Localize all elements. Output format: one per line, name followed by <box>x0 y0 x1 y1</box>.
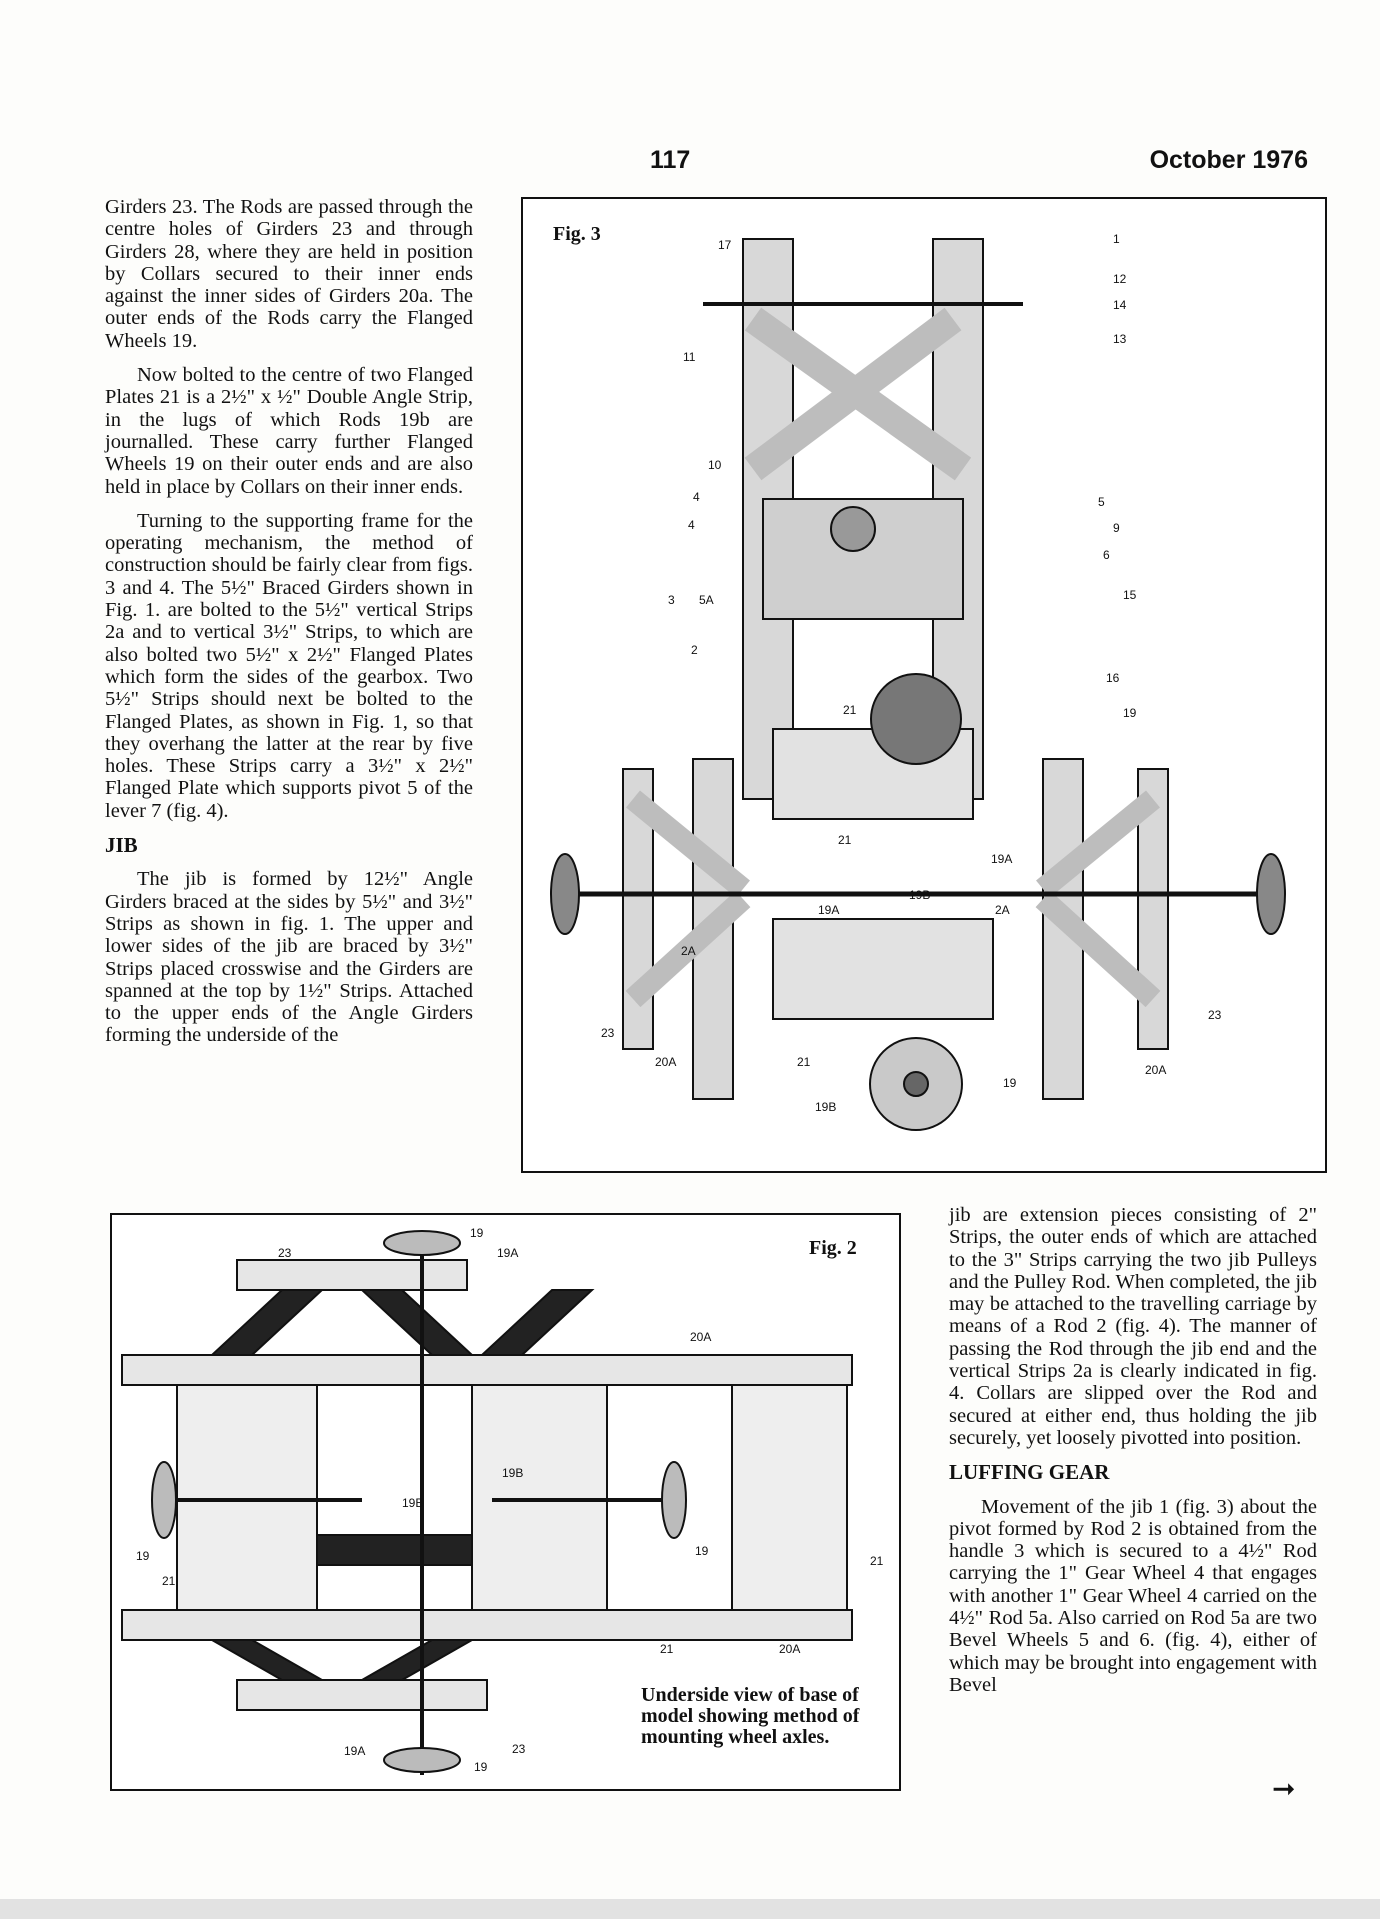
callout-2a: 2A <box>681 944 696 958</box>
callout-21: 21 <box>797 1055 811 1069</box>
figure-3-label: Fig. 3 <box>553 223 601 245</box>
callout-23: 23 <box>601 1026 615 1040</box>
callout-19a: 19A <box>344 1744 366 1758</box>
paragraph: jib are extension pieces consisting of 2" Strips, the outer ends of which are attached to the 3" Strips carrying the two jib Pulleys and the Pulley Rod. When completed, the jib may be attached to the travelling carriage by means of a Rod 2 (fig. 4). The manner of passing the Rod through the jib end and the vertical Strips 2a is clearly indicated in fig. 4. Collars are slipped over the Rod and secured at either end, thus holding the jib securely, yet loosely pivotted into position. <box>949 1204 1317 1449</box>
callout-19: 19 <box>1003 1076 1017 1090</box>
callout-20a: 20A <box>655 1055 677 1069</box>
issue-date: October 1976 <box>1149 146 1308 174</box>
callout-1: 1 <box>1113 232 1120 246</box>
callout-2: 2 <box>691 643 698 657</box>
callout-16: 16 <box>1106 671 1120 685</box>
callout-21: 21 <box>162 1574 176 1588</box>
figure-3-illustration <box>523 199 1325 1171</box>
figure-2-label: Fig. 2 <box>809 1237 857 1259</box>
callout-23: 23 <box>278 1246 292 1260</box>
callout-20a: 20A <box>1145 1063 1167 1077</box>
callout-21: 21 <box>838 833 852 847</box>
figure-2 <box>110 1213 901 1791</box>
paragraph: Movement of the jib 1 (fig. 3) about the pivot formed by Rod 2 is obtained from the handle 3 which is secured to a 4½" Rod carrying the 1" Gear Wheel 4 that engages with another 1" Gear Wheel 4 carried on the 4½" Rod 5a. Also carried on Rod 5a are two Bevel Wheels 5 and 6. (fig. 4), either of which may be brought into engagement with Bevel <box>949 1495 1317 1696</box>
callout-23: 23 <box>1208 1008 1222 1022</box>
callout-17: 17 <box>718 238 732 252</box>
callout-19: 19 <box>136 1549 150 1563</box>
paragraph: Girders 23. The Rods are passed through the centre holes of Girders 23 and through Girders 28, where they are held in position by Collars secured to their inner ends against the inner sides of Girders 20a. The outer ends of the Rods carry the Flanged Wheels 19. <box>105 196 473 352</box>
callout-4: 4 <box>693 490 700 504</box>
paragraph: Now bolted to the centre of two Flanged Plates 21 is a 2½" x ½" Double Angle Strip, in the lugs of which Rods 19b are journalled. These carry further Flanged Wheels 19 on their outer ends and are also held in place by Collars on their inner ends. <box>105 364 473 498</box>
section-heading-luffing-gear: LUFFING GEAR <box>949 1460 1110 1485</box>
callout-6: 6 <box>1103 548 1110 562</box>
paragraph: The jib is formed by 12½" Angle Girders braced at the sides by 5½" and 3½" Strips as shown in fig. 1. The upper and lower sides of the jib are braced by 3½" Strips placed crosswise and the Girders are spanned at the top by 1½" Strips. Attached to the upper ends of the Angle Girders forming the underside of the <box>105 868 473 1047</box>
callout-12: 12 <box>1113 272 1127 286</box>
figure-2-caption: Underside view of base of model showing method of mounting wheel axles. <box>641 1684 860 1748</box>
page-number: 117 <box>650 146 691 174</box>
callout-4: 4 <box>688 518 695 532</box>
callout-3: 3 <box>668 593 675 607</box>
callout-14: 14 <box>1113 298 1127 312</box>
callout-21: 21 <box>870 1554 884 1568</box>
continue-arrow: ➞ <box>1272 1774 1296 1805</box>
callout-19b: 19B <box>502 1466 524 1480</box>
callout-20a: 20A <box>779 1642 801 1656</box>
callout-19: 19 <box>695 1544 709 1558</box>
callout-5: 5 <box>1098 495 1105 509</box>
callout-13: 13 <box>1113 332 1127 346</box>
callout-20a: 20A <box>690 1330 712 1344</box>
callout-19: 19 <box>1123 706 1137 720</box>
callout-21: 21 <box>660 1642 674 1656</box>
callout-11: 11 <box>683 350 696 364</box>
callout-19a: 19A <box>818 903 840 917</box>
paragraph: Turning to the supporting frame for the operating mechanism, the method of construction should be fairly clear from figs. 3 and 4. The 5½" Braced Girders shown in Fig. 1. are bolted to the 5½" vertical Strips 2a and to vertical 3½" Strips, to which are also bolted two 5½" x 2½" Flanged Plates which form the sides of the gearbox. Two 5½" Strips should next be bolted to the Flanged Plates, as shown in Fig. 1, so that they overhang the latter at the rear by five holes. These Strips carry a 3½" x 2½" Flanged Plate which supports pivot 5 of the lever 7 (fig. 4). <box>105 509 473 822</box>
callout-19a: 19A <box>497 1246 519 1260</box>
callout-23: 23 <box>512 1742 526 1756</box>
callout-19a: 19A <box>991 852 1013 866</box>
callout-19b: 19B <box>909 888 931 902</box>
callout-15: 15 <box>1123 588 1137 602</box>
callout-19b: 19B <box>402 1496 424 1510</box>
callout-19: 19 <box>470 1226 484 1240</box>
figure-3 <box>521 197 1327 1173</box>
callout-21: 21 <box>843 703 857 717</box>
callout-10: 10 <box>708 458 722 472</box>
right-text-column <box>949 1204 1317 1708</box>
left-text-column <box>105 196 473 1059</box>
section-heading-jib: JIB <box>105 833 138 858</box>
callout-9: 9 <box>1113 521 1120 535</box>
scan-edge <box>0 1899 1380 1919</box>
callout-5a: 5A <box>699 593 714 607</box>
callout-2a: 2A <box>995 903 1010 917</box>
callout-19b: 19B <box>815 1100 837 1114</box>
callout-19: 19 <box>474 1760 488 1774</box>
